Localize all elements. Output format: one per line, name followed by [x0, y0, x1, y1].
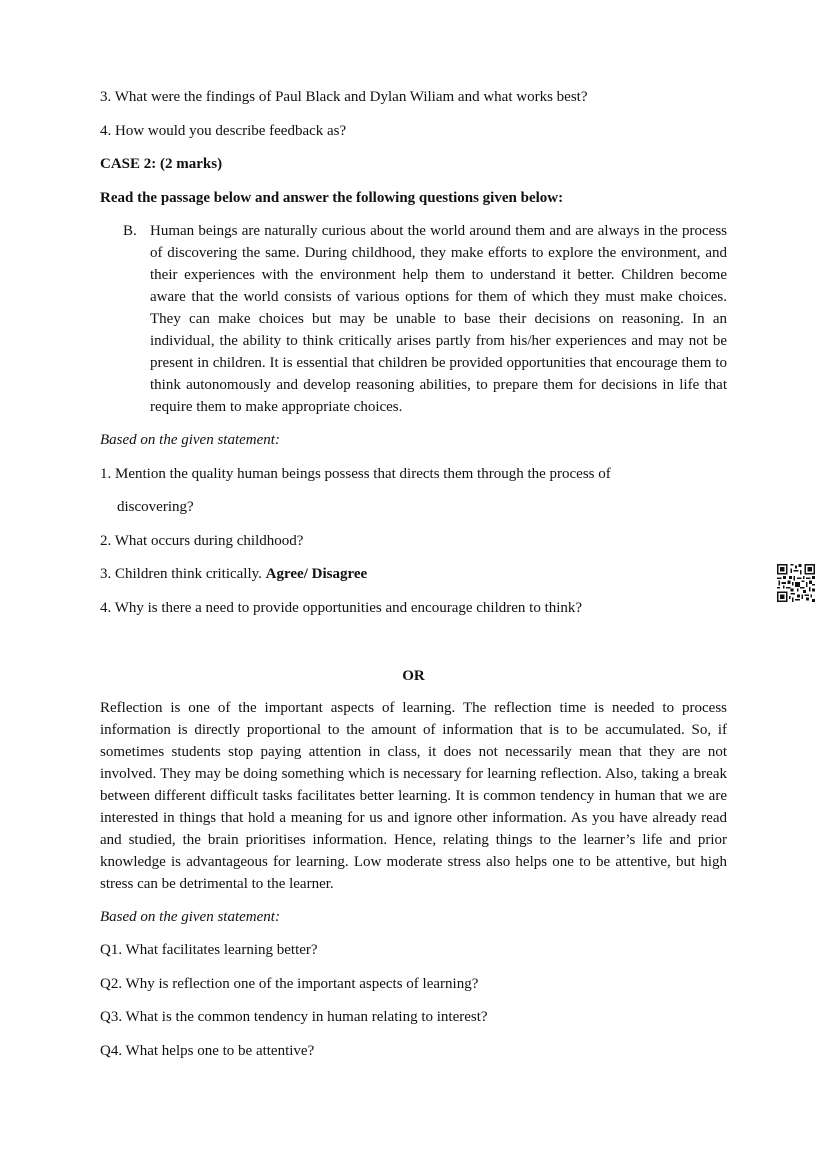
passage-text: Human beings are naturally curious about the world around them and are always in the process of discovering the same. During childhood, they make efforts to explore the environment, and their experiences with the environment help them to understand it better. Children become aware that the world consists of various options for them of which they must make choices. They can make choices but may be unable to base their decisions on reasoning. In an individual, the ability to think critically arises partly from his/her experiences and may not be present in children. It is essential that children be provided opportunities that encourage them to think autonomously and develop reasoning abilities, to prepare them for decisions in life that require them to make appropriate choices.	[150, 223, 727, 415]
or-passage: Reflection is one of the important aspects of learning. The reflection time is needed to process information is directly proportional to the amount of information that is to be accumulated. So, if sometimes students stop paying attention in class, it does not necessarily mean that they are not involved. They may be doing something which is necessary for learning reflection. Also, taking a break between different difficult tasks facilitates better learning. It is common tendency in human that we are interested in things that hold a meaning for us and ignore other information. As you have already read and studied, the brain prioritises information. Hence, relating things to the learner’s life and prior knowledge is advantageous for learning. Low moderate stress also helps one to be attentive, but high stress can be detrimental to the learner.	[100, 699, 727, 892]
document-page	[100, 86, 727, 1073]
case2-question-3	[100, 563, 727, 585]
case2-question-1-cont: discovering?	[117, 499, 194, 515]
case2-question-2: 2. What occurs during childhood?	[100, 532, 304, 549]
question-3-top: 3. What were the findings of Paul Black and Dylan Wiliam and what works best?	[100, 89, 588, 105]
or-based-on: Based on the given statement:	[100, 908, 280, 925]
case2-question-4: 4. Why is there a need to provide opportunities and encourage children to think?	[100, 599, 583, 616]
or-question-4: Q4. What helps one to be attentive?	[100, 1042, 315, 1059]
case2-instruction: Read the passage below and answer the following questions given below:	[100, 189, 564, 206]
case2-heading: CASE 2: (2 marks)	[100, 156, 223, 172]
case2-question-1: 1. Mention the quality human beings possess that directs them through the process of	[100, 465, 611, 482]
agree-disagree-label: Agree/ Disagree	[265, 566, 368, 582]
or-question-1: Q1. What facilitates learning better?	[100, 942, 318, 958]
question-4-top: 4. How would you describe feedback as?	[100, 122, 347, 139]
or-divider: OR	[402, 667, 425, 684]
case2-based-on: Based on the given statement:	[100, 432, 280, 448]
case2-passage	[123, 220, 727, 418]
qr-code-icon	[777, 564, 815, 602]
or-question-2: Q2. Why is reflection one of the important aspects of learning?	[100, 975, 479, 992]
passage-label: B.	[123, 223, 137, 239]
or-question-3: Q3. What is the common tendency in human relating to interest?	[100, 1009, 488, 1025]
question-3-text: 3. Children think critically.	[100, 566, 266, 582]
